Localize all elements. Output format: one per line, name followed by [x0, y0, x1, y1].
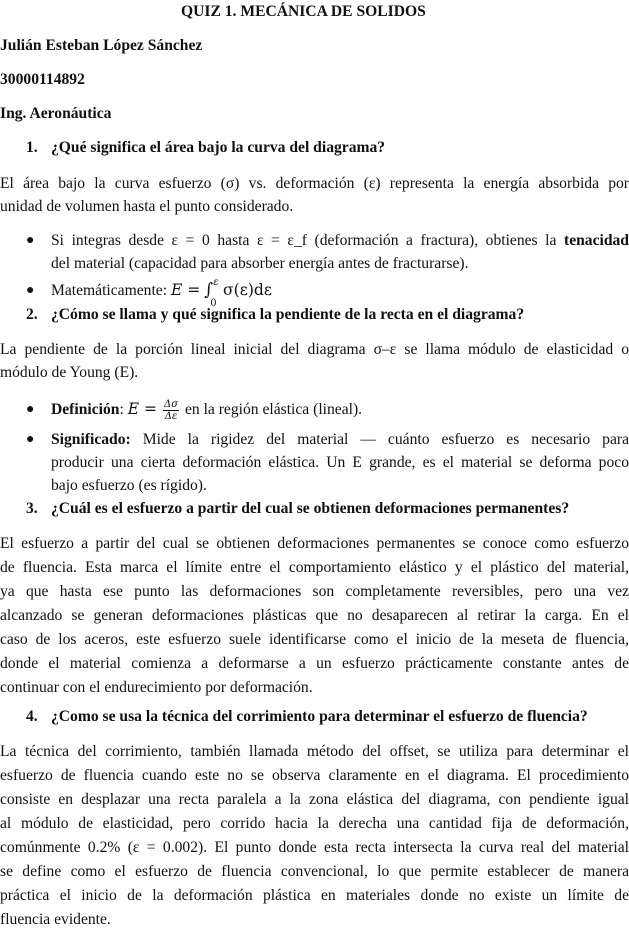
math-label: Matemáticamente:: [51, 282, 168, 299]
answer-1-bullet-2: [51, 277, 272, 309]
student-name: Julián Esteban López Sánchez: [0, 37, 203, 54]
fraction-denominator: Δε: [164, 410, 178, 422]
answer-2-line-1: La pendiente de la porción lineal inicial del diagrama σ–ε se llama módulo de elasticidad o: [0, 341, 629, 358]
answer-1-bullet-1: [51, 229, 629, 252]
bullet-icon: ●: [26, 233, 35, 248]
document-title: QUIZ 1. MECÁNICA DE SOLIDOS: [181, 3, 426, 20]
answer-3-line-4: alcanzado se generan deformaciones plásticas que no desaparecen al retirar la carga. En el: [0, 607, 629, 624]
question-2-text: ¿Cómo se llama y qué significa la pendiente de la recta en el diagrama?: [51, 306, 525, 323]
answer-4-line-6: se define como el esfuerzo de fluencia convencional, lo que permite establecer de manera: [0, 863, 629, 880]
answer-1-bullet-1-line-2: del material (capacidad para absorber energía antes de fracturarse).: [51, 255, 469, 272]
definition-text: en la región elástica (lineal).: [184, 401, 363, 418]
answer-3-line-6: donde el material comienza a deformarse a un esfuerzo prácticamente constante antes de: [0, 655, 629, 672]
integral-lower-limit: 0: [210, 298, 217, 309]
definition-colon: :: [119, 401, 124, 418]
answer-2-line-2: módulo de Young (E).: [0, 364, 139, 381]
question-1-number: 1.: [26, 139, 38, 156]
answer-3-line-3: ya que hasta ese punto las deformaciones son completamente reversibles, pero una vez: [0, 583, 629, 600]
answer-3-line-1: El esfuerzo a partir del cual se obtienen deformaciones permanentes se conoce como esfuerzo: [0, 535, 629, 552]
answer-3-line-2: de fluencia. Esta marca el límite entre el comportamiento elástico y el plástico del material,: [0, 559, 629, 576]
answer-4-line-7: práctica el inicio de la deformación plástica en materiales donde no existe un límite de: [0, 887, 629, 904]
answer-3-line-5: caso de los aceros, este esfuerzo suele identificarse como el inicio de la meseta de fluencia,: [0, 631, 629, 648]
question-4-number: 4.: [26, 708, 38, 725]
question-2-number: 2.: [26, 306, 38, 323]
fraction-numerator: Δσ: [164, 398, 179, 410]
answer-4-line-1: La técnica del corrimiento, también llamada método del offset, se utiliza para determinar el: [0, 743, 629, 760]
definition-fraction: [163, 399, 179, 422]
answer-3-line-7: continuar con el endurecimiento por deformación.: [0, 679, 313, 696]
integral-upper-limit: ε: [213, 277, 219, 288]
bullet-1-bold: tenacidad: [564, 232, 629, 249]
answer-4-line-8: fluencia evidente.: [0, 911, 111, 928]
bullet-icon: ●: [26, 283, 35, 298]
significance-text: Mide la rigidez del material — cuánto esfuerzo es necesario para: [142, 431, 629, 448]
integrand: σ(ε)dε: [223, 281, 272, 299]
answer-4-line-5: comúnmente 0.2% (ε = 0.002). El punto donde esta recta intersecta la curva real del material: [0, 839, 629, 856]
integral-sign: ∫ ε 0: [204, 280, 213, 300]
student-id: 30000114892: [0, 71, 85, 88]
significance-line-1: [51, 428, 629, 451]
answer-4-line-2: esfuerzo de fluencia cuando este no se observa claramente en el diagrama. El procedimiento: [0, 767, 629, 784]
equation-lhs: E =: [170, 281, 201, 299]
significance-label: Significado:: [51, 431, 131, 448]
definition-lhs: E =: [127, 400, 158, 418]
question-3-number: 3.: [26, 500, 38, 517]
answer-1-line-1: El área bajo la curva esfuerzo (σ) vs. deformación (ε) representa la energía absorbida por: [0, 175, 629, 192]
question-3-text: ¿Cuál es el esfuerzo a partir del cual se obtienen deformaciones permanentes?: [51, 500, 570, 517]
bullet-icon: ●: [26, 432, 35, 447]
definition-label: Definición: [51, 401, 120, 418]
answer-1-line-2: unidad de volumen hasta el punto considerado.: [0, 198, 294, 215]
significance-line-3: bajo esfuerzo (es rígido).: [51, 477, 207, 494]
bullet-icon: ●: [26, 402, 35, 417]
question-1-text: ¿Qué significa el área bajo la curva del diagrama?: [51, 139, 386, 156]
student-program: Ing. Aeronáutica: [0, 105, 112, 122]
answer-4-line-4: al módulo de elasticidad, pero corrido hacia la derecha una cantidad fija de deformación,: [0, 815, 629, 832]
answer-4-line-3: consiste en desplazar una recta paralela a la zona elástica del diagrama, con pendiente igual: [0, 791, 629, 808]
significance-line-2: producir una cierta deformación elástica. Un E grande, es el material se deforma poco: [51, 454, 629, 471]
definition-line: [51, 398, 362, 422]
question-4-text: ¿Como se usa la técnica del corrimiento para determinar el esfuerzo de fluencia?: [51, 708, 588, 725]
bullet-1-text: Si integras desde ε = 0 hasta ε = ε_f (deformación a fractura), obtienes la: [51, 232, 557, 249]
